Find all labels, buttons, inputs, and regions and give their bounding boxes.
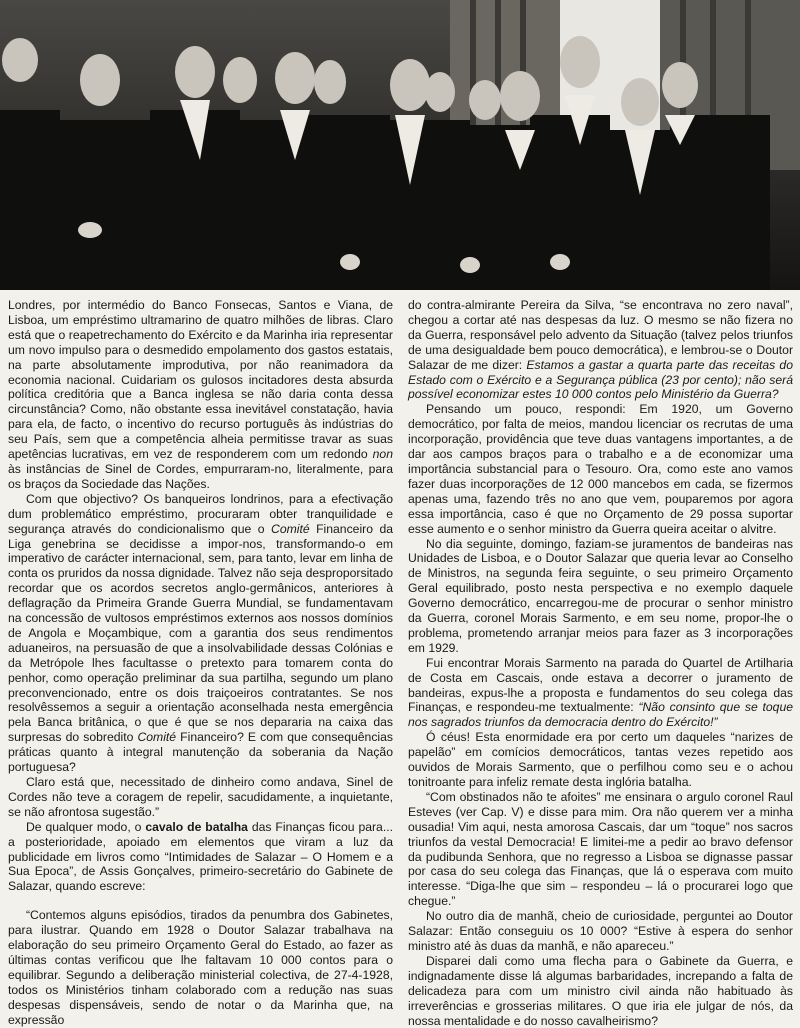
paragraph xyxy=(8,298,393,492)
paragraph: No outro dia de manhã, cheio de curiosidade, perguntei ao Doutor Salazar: Então conseguiu os 10 000? “Estive à espera do senhor ministro até às duas da manhã, e não apareceu.” xyxy=(408,909,793,953)
text-run: das Finanças ficou para... a posterioridade, apoiado em elementos que viram a luz da publicidade em livros como “Intimidades de Salazar – O Homem e a Sua Epoca”, de Assis Gonçalves, primeiro-secretário do Gabinete de Salazar, quando escreve: xyxy=(8,819,393,894)
italic-text: Comité xyxy=(271,521,310,536)
paragraph: No dia seguinte, domingo, faziam-se juramentos de bandeiras nas Unidades de Lisboa, e o Doutor Salazar que queria levar ao Conselho de Ministros, na segunda feira seguinte, o seu primeiro Orçamento Geral equilibrado, posto nesta perspectiva e no exemplo daquele Governo democrático, encarregou-me de procurar o senhor ministro da Guerra, coronel Morais Sarmento, e em seu nome, propor-lhe o problema, prometendo arranjar meios para fazer as 3 incorporações em 1929. xyxy=(408,536,793,655)
photo-illustration xyxy=(0,0,800,290)
paragraph xyxy=(8,492,393,775)
italic-text: “Não consinto que se toque nos sagrados triunfos da democracia dentro do Exército!” xyxy=(408,700,794,730)
italic-text: Comité xyxy=(137,730,177,745)
text-run: do contra-almirante Pereira da Silva, “se encontrava no zero naval”, chegou a cortar até nas despesas da luz. O mesmo se não fizera no da Guerra, responsável pelo advento da Situação (talvez pelos triunfos de uma desigualdade bem pouco democrática), e lembrou-se o Doutor Salazar de me dizer: xyxy=(408,298,793,372)
paragraph xyxy=(8,820,393,895)
text-run: De qualquer modo, o xyxy=(26,819,146,834)
text-run: Londres, por intermédio do Banco Fonsecas, Santos e Viana, de Lisboa, um empréstimo ultramarino de quatro milhões de libras. Claro está que o reapetrechamento do Exército e da Marinha iria representar um novo impulso para o desmedido empolamento dos gastos estatais, na parte absolutamente improdutiva, por não reanimadora da economia nacional. Cuidariam os gulosos incitadores desta absurda política creditória que a Banca inglesa se não daria conta dessa circunstância? Como, não obstante essa inevitável constatação, havia para ela, de facto, o incentivo do recurso português às indústrias do seu País, sem que a competência alheia permitisse travar as suas apetências lucrativas, em vez de responderem com um redondo xyxy=(8,298,393,462)
paragraph: Disparei dali como uma flecha para o Gabinete da Guerra, e indignadamente disse lá algumas barbaridades, increpando a falta de delicadeza para com um ministro civil ainda não habituado às irreverências e grosserias militares. O que iria ele julgar de nós, da nossa mentalidade e do nosso cavalheirismo? xyxy=(408,953,793,1028)
paragraph xyxy=(408,298,793,402)
text-run: Financeiro? E com que consequências práticas quanto à integral manutenção da soberania da Nação portuguesa? xyxy=(8,730,393,775)
left-text-column xyxy=(8,298,393,1028)
italic-text: non xyxy=(372,447,393,462)
right-text-column xyxy=(408,298,793,1028)
text-run: Fui encontrar Morais Sarmento na parada do Quartel de Artilharia de Costa em Cascais, onde estava a decorrer o juramento de bandeiras, expus-lhe a proposta e fundamentos do seu colega das Finanças, e respondeu-me textualmente: xyxy=(408,655,793,715)
italic-text: Estamos a gastar a quarta parte das receitas do Estado com o Exército e a Segurança pública (23 por cento); não será possível economizar estes 10 000 contos pelo Ministério da Guerra? xyxy=(408,357,793,402)
text-run: às instâncias de Sinel de Cordes, empurraram-no, literalmente, para os braços da Sociedade das Nações. xyxy=(8,461,393,491)
paragraph xyxy=(408,656,793,731)
paragraph: “Com obstinados não te afoites” me ensinara o argulo coronel Raul Esteves (ver Cap. V) e disse para mim. Ora não querem ver a minha ousadia! Vim aqui, nesta amorosa Cascais, dar um “toque” nos sacros triunfos da vestal Democracia! E limitei-me a pedir ao bravo defensor da pudibunda Senhora, que no regresso a Lisboa se dignasse passar por casa do seu colega das Finanças, que lá o esperava com muito interesse. “Diga-lhe que sim – respondeu – lá o procurarei logo que chegue.” xyxy=(408,789,793,909)
bold-text: cavalo de batalha xyxy=(145,819,248,834)
text-run: Com que objectivo? Os banqueiros londrinos, para a efectivação dum problemático empréstimo, procuraram obter tranquilidade e segurança através do condicionalismo que o xyxy=(8,491,393,536)
text-run: Financeiro da Liga genebrina se decidisse a impor-nos, transformando-o em imperativo de carácter internacional, sem, para tanto, levar em linha de conta os pruridos da nossa dignidade. Talvez não seja desproporsitado recordar que os acordos secretos anglo-germânicos, anteriores à deflagração da Primeira Grande Guerra Mundial, se fundamentavam na concessão de vultosos empréstimos externos aos nossos domínios de Angola e Moçambique, com a garantia dos seus rendimentos aduaneiros, na persuasão de que a insolvabilidade dessas Colónias e da Metrópole lhes facultasse o pretexto para tomarem conta do penhor, como operação preliminar da sua partilha, segundo um plano preconvencionado, entre os dois traiçoeiros contratantes. Se nos resolvêssemos a seguir a orientação aconselhada nesta emergência pela Banca britânica, o que é que se nos depararia na caixa das surpresas do sobredito xyxy=(8,521,394,745)
paragraph: Claro está que, necessitado de dinheiro como andava, Sinel de Cordes não teve a coragem de repelir, sacudidamente, a inquietante, se não afrontosa sugestão.” xyxy=(8,775,393,819)
paragraph: Ó céus! Esta enormidade era por certo um daqueles “narizes de papelão” em comícios democráticos, tantas vezes repetido aos ouvidos de Morais Sarmento, que o perfilhou como seu e o achou tonitroante para infeliz remate desta inglória batalha. xyxy=(408,730,793,789)
quote-paragraph: “Contemos alguns episódios, tirados da penumbra dos Gabinetes, para ilustrar. Quando em 1928 o Doutor Salazar trabalhava na elaboração do seu primeiro Orçamento Geral do Estado, ao fazer as últimas contas verificou que lhe faltavam 10 000 contos para o equilibrar. Segundo a deliberação ministerial colectiva, de 27-4-1928, todos os Ministérios tinham colaborado com a redução nas suas despesas dispensáveis, sendo de notar o da Marinha que, na expressão xyxy=(8,908,393,1027)
paragraph: Pensando um pouco, respondi: Em 1920, um Governo democrático, por falta de meios, mandou licenciar os recrutas de uma incorporação, providência que teve duas vantagens importantes, a de dar aos campos braços para o trabalho e a de economizar uma importância substancial para o Tesouro. Ora, como este ano vamos fazer duas incorporações de 12 000 mancebos em cada, se fizermos apenas uma, fazendo três no ano que vem, pouparemos por agora essa importância, caso é que no Orçamento de 29 possa suportar esse aumento e o senhor ministro da Guerra queira aceitar o alvitre. xyxy=(408,402,793,536)
group-photograph xyxy=(0,0,800,290)
